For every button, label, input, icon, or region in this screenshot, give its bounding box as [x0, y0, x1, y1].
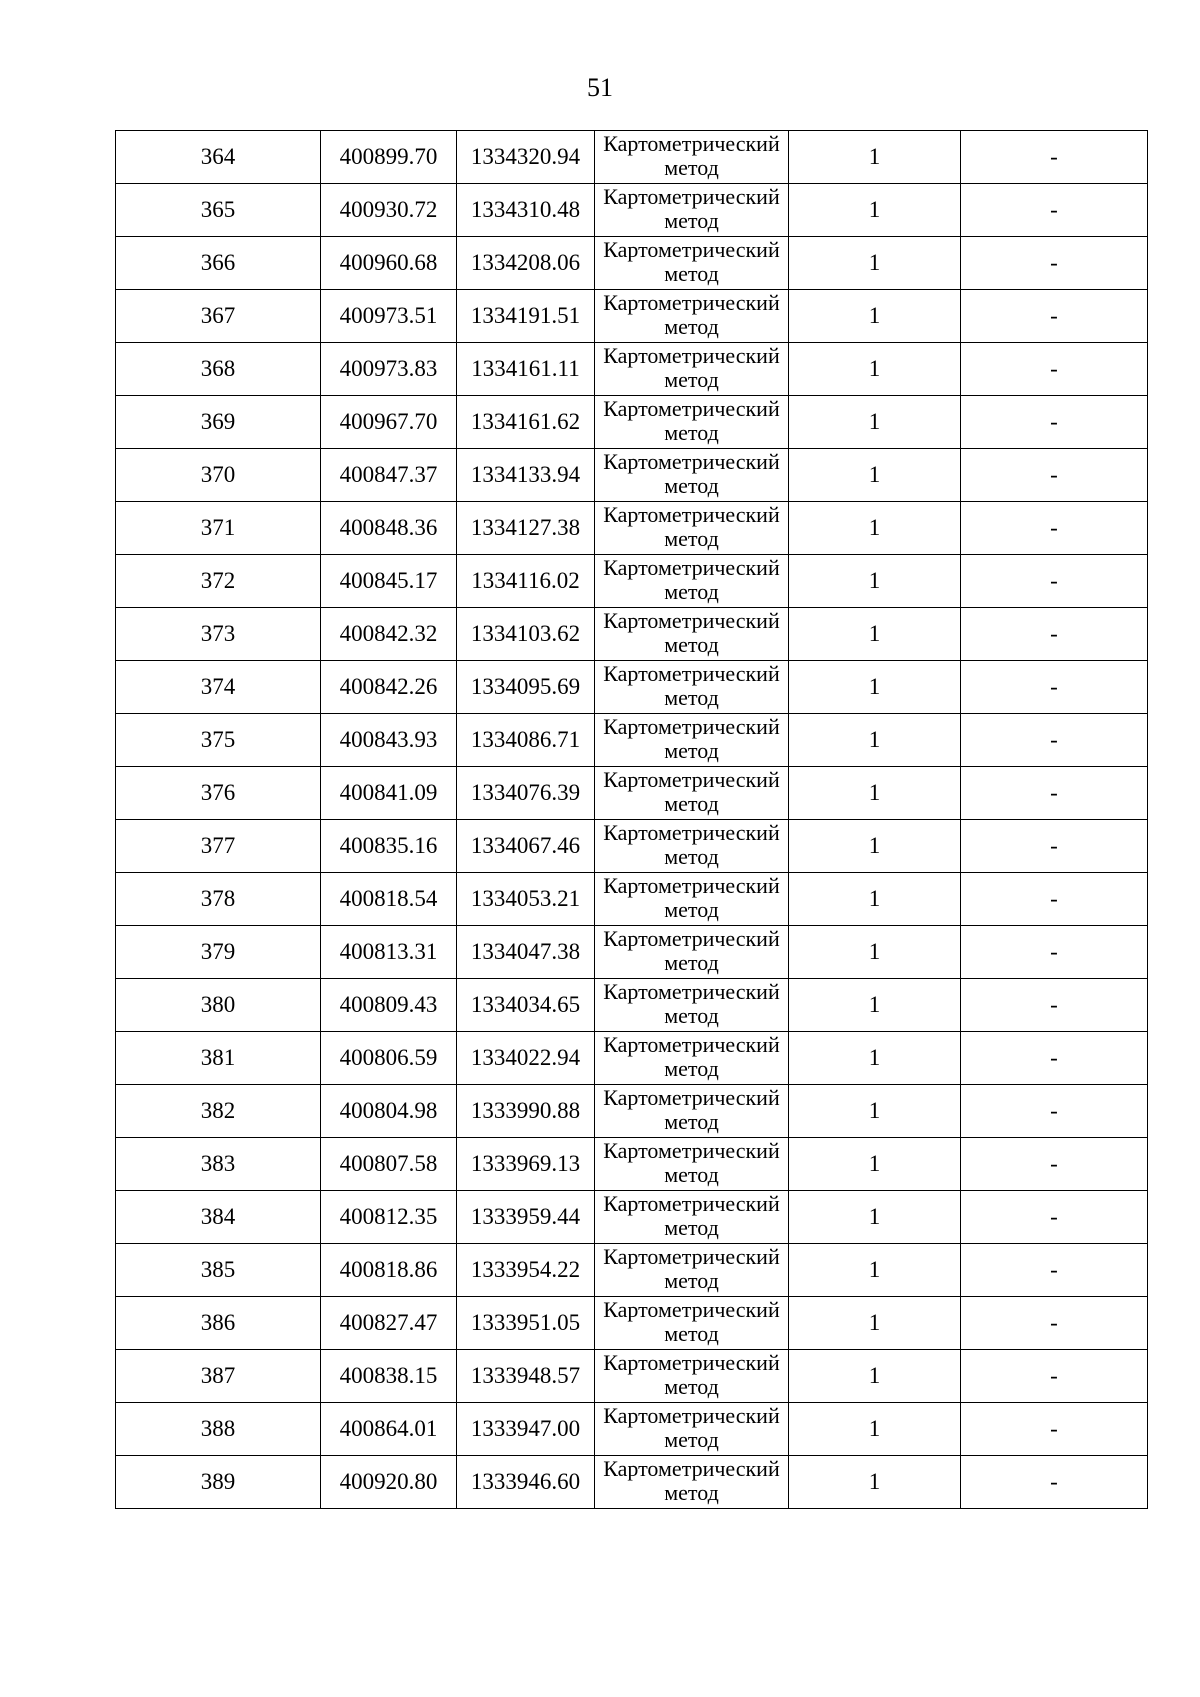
- table-row: [116, 767, 1148, 820]
- note-cell: -: [961, 1244, 1148, 1297]
- method-cell: [595, 979, 789, 1032]
- x-coordinate-cell: 400843.93: [321, 714, 457, 767]
- point-number-cell: 377: [116, 820, 321, 873]
- table-row: [116, 1456, 1148, 1509]
- point-number-cell: 382: [116, 1085, 321, 1138]
- y-coordinate-cell: 1334191.51: [457, 290, 595, 343]
- x-coordinate-cell: 400864.01: [321, 1403, 457, 1456]
- note-cell: -: [961, 767, 1148, 820]
- method-line-1: Картометрический: [603, 1297, 780, 1322]
- method-cell: [595, 1032, 789, 1085]
- method-cell: [595, 714, 789, 767]
- x-coordinate-cell: 400838.15: [321, 1350, 457, 1403]
- accuracy-cell: 1: [789, 1138, 961, 1191]
- point-number-cell: 383: [116, 1138, 321, 1191]
- y-coordinate-cell: 1334095.69: [457, 661, 595, 714]
- method-line-1: Картометрический: [603, 767, 780, 792]
- accuracy-cell: 1: [789, 131, 961, 184]
- method-line-2: метод: [664, 261, 719, 286]
- point-number-cell: 385: [116, 1244, 321, 1297]
- table-row: [116, 1085, 1148, 1138]
- accuracy-cell: 1: [789, 237, 961, 290]
- table-row: [116, 1032, 1148, 1085]
- point-number-cell: 373: [116, 608, 321, 661]
- x-coordinate-cell: 400845.17: [321, 555, 457, 608]
- accuracy-cell: 1: [789, 555, 961, 608]
- accuracy-cell: 1: [789, 1085, 961, 1138]
- y-coordinate-cell: 1334127.38: [457, 502, 595, 555]
- point-number-cell: 372: [116, 555, 321, 608]
- y-coordinate-cell: 1334208.06: [457, 237, 595, 290]
- method-line-2: метод: [664, 1374, 719, 1399]
- accuracy-cell: 1: [789, 873, 961, 926]
- method-cell: [595, 1244, 789, 1297]
- point-number-cell: 369: [116, 396, 321, 449]
- y-coordinate-cell: 1334034.65: [457, 979, 595, 1032]
- method-cell: [595, 1456, 789, 1509]
- method-line-2: метод: [664, 1480, 719, 1505]
- method-line-1: Картометрический: [603, 1403, 780, 1428]
- y-coordinate-cell: 1334086.71: [457, 714, 595, 767]
- point-number-cell: 366: [116, 237, 321, 290]
- x-coordinate-cell: 400842.32: [321, 608, 457, 661]
- point-number-cell: 380: [116, 979, 321, 1032]
- accuracy-cell: 1: [789, 1032, 961, 1085]
- note-cell: -: [961, 502, 1148, 555]
- table-row: [116, 1403, 1148, 1456]
- method-line-2: метод: [664, 1268, 719, 1293]
- method-line-2: метод: [664, 738, 719, 763]
- table-row: [116, 926, 1148, 979]
- accuracy-cell: 1: [789, 343, 961, 396]
- method-cell: [595, 1138, 789, 1191]
- method-line-1: Картометрический: [603, 1244, 780, 1269]
- point-number-cell: 384: [116, 1191, 321, 1244]
- y-coordinate-cell: 1333951.05: [457, 1297, 595, 1350]
- method-line-2: метод: [664, 1056, 719, 1081]
- method-cell: [595, 555, 789, 608]
- y-coordinate-cell: 1334076.39: [457, 767, 595, 820]
- x-coordinate-cell: 400807.58: [321, 1138, 457, 1191]
- point-number-cell: 386: [116, 1297, 321, 1350]
- y-coordinate-cell: 1334320.94: [457, 131, 595, 184]
- note-cell: -: [961, 1085, 1148, 1138]
- method-line-1: Картометрический: [603, 1456, 780, 1481]
- note-cell: -: [961, 873, 1148, 926]
- accuracy-cell: 1: [789, 290, 961, 343]
- note-cell: -: [961, 979, 1148, 1032]
- point-number-cell: 365: [116, 184, 321, 237]
- method-cell: [595, 873, 789, 926]
- note-cell: -: [961, 1456, 1148, 1509]
- note-cell: -: [961, 1032, 1148, 1085]
- point-number-cell: 374: [116, 661, 321, 714]
- x-coordinate-cell: 400804.98: [321, 1085, 457, 1138]
- method-line-1: Картометрический: [603, 661, 780, 686]
- method-line-2: метод: [664, 950, 719, 975]
- method-line-2: метод: [664, 473, 719, 498]
- point-number-cell: 371: [116, 502, 321, 555]
- method-line-1: Картометрический: [603, 873, 780, 898]
- method-line-2: метод: [664, 1162, 719, 1187]
- method-line-1: Картометрический: [603, 343, 780, 368]
- method-cell: [595, 767, 789, 820]
- method-cell: [595, 1403, 789, 1456]
- method-line-1: Картометрический: [603, 290, 780, 315]
- table-row: [116, 1244, 1148, 1297]
- table-row: [116, 661, 1148, 714]
- x-coordinate-cell: 400973.83: [321, 343, 457, 396]
- y-coordinate-cell: 1334116.02: [457, 555, 595, 608]
- method-line-1: Картометрический: [603, 1085, 780, 1110]
- x-coordinate-cell: 400841.09: [321, 767, 457, 820]
- method-line-1: Картометрический: [603, 1191, 780, 1216]
- accuracy-cell: 1: [789, 1403, 961, 1456]
- x-coordinate-cell: 400967.70: [321, 396, 457, 449]
- accuracy-cell: 1: [789, 1456, 961, 1509]
- x-coordinate-cell: 400827.47: [321, 1297, 457, 1350]
- method-line-2: метод: [664, 844, 719, 869]
- x-coordinate-cell: 400920.80: [321, 1456, 457, 1509]
- point-number-cell: 387: [116, 1350, 321, 1403]
- accuracy-cell: 1: [789, 767, 961, 820]
- note-cell: -: [961, 237, 1148, 290]
- y-coordinate-cell: 1334161.11: [457, 343, 595, 396]
- point-number-cell: 368: [116, 343, 321, 396]
- table-row: [116, 449, 1148, 502]
- method-line-2: метод: [664, 632, 719, 657]
- note-cell: -: [961, 820, 1148, 873]
- y-coordinate-cell: 1333969.13: [457, 1138, 595, 1191]
- method-line-1: Картометрический: [603, 502, 780, 527]
- method-cell: [595, 343, 789, 396]
- table-row: [116, 1297, 1148, 1350]
- table-body: [116, 131, 1148, 1509]
- table-row: [116, 290, 1148, 343]
- accuracy-cell: 1: [789, 1350, 961, 1403]
- accuracy-cell: 1: [789, 1297, 961, 1350]
- y-coordinate-cell: 1334053.21: [457, 873, 595, 926]
- x-coordinate-cell: 400930.72: [321, 184, 457, 237]
- method-line-1: Картометрический: [603, 820, 780, 845]
- point-number-cell: 375: [116, 714, 321, 767]
- table-row: [116, 184, 1148, 237]
- y-coordinate-cell: 1334310.48: [457, 184, 595, 237]
- y-coordinate-cell: 1334047.38: [457, 926, 595, 979]
- method-cell: [595, 926, 789, 979]
- method-line-1: Картометрический: [603, 449, 780, 474]
- method-line-1: Картометрический: [603, 555, 780, 580]
- note-cell: -: [961, 1297, 1148, 1350]
- table-row: [116, 714, 1148, 767]
- note-cell: -: [961, 131, 1148, 184]
- table-row: [116, 502, 1148, 555]
- y-coordinate-cell: 1333990.88: [457, 1085, 595, 1138]
- y-coordinate-cell: 1334133.94: [457, 449, 595, 502]
- point-number-cell: 381: [116, 1032, 321, 1085]
- method-line-2: метод: [664, 897, 719, 922]
- note-cell: -: [961, 555, 1148, 608]
- y-coordinate-cell: 1334103.62: [457, 608, 595, 661]
- method-line-2: метод: [664, 208, 719, 233]
- method-line-1: Картометрический: [603, 714, 780, 739]
- y-coordinate-cell: 1334067.46: [457, 820, 595, 873]
- table-row: [116, 820, 1148, 873]
- method-line-1: Картометрический: [603, 1032, 780, 1057]
- method-cell: [595, 131, 789, 184]
- table-row: [116, 1191, 1148, 1244]
- method-cell: [595, 237, 789, 290]
- note-cell: -: [961, 661, 1148, 714]
- method-line-2: метод: [664, 579, 719, 604]
- method-cell: [595, 502, 789, 555]
- method-line-2: метод: [664, 685, 719, 710]
- method-cell: [595, 449, 789, 502]
- coordinates-table: [115, 130, 1148, 1509]
- x-coordinate-cell: 400848.36: [321, 502, 457, 555]
- note-cell: -: [961, 1138, 1148, 1191]
- method-line-1: Картометрический: [603, 184, 780, 209]
- note-cell: -: [961, 290, 1148, 343]
- method-cell: [595, 608, 789, 661]
- method-line-1: Картометрический: [603, 926, 780, 951]
- method-cell: [595, 290, 789, 343]
- note-cell: -: [961, 1191, 1148, 1244]
- table-row: [116, 396, 1148, 449]
- method-line-1: Картометрический: [603, 979, 780, 1004]
- x-coordinate-cell: 400813.31: [321, 926, 457, 979]
- method-line-1: Картометрический: [603, 1138, 780, 1163]
- method-cell: [595, 396, 789, 449]
- method-cell: [595, 661, 789, 714]
- note-cell: -: [961, 926, 1148, 979]
- method-line-1: Картометрический: [603, 608, 780, 633]
- method-cell: [595, 184, 789, 237]
- x-coordinate-cell: 400899.70: [321, 131, 457, 184]
- point-number-cell: 370: [116, 449, 321, 502]
- accuracy-cell: 1: [789, 1244, 961, 1297]
- note-cell: -: [961, 1403, 1148, 1456]
- y-coordinate-cell: 1333959.44: [457, 1191, 595, 1244]
- y-coordinate-cell: 1333946.60: [457, 1456, 595, 1509]
- y-coordinate-cell: 1333954.22: [457, 1244, 595, 1297]
- accuracy-cell: 1: [789, 502, 961, 555]
- y-coordinate-cell: 1334161.62: [457, 396, 595, 449]
- note-cell: -: [961, 449, 1148, 502]
- method-line-2: метод: [664, 155, 719, 180]
- method-line-2: метод: [664, 367, 719, 392]
- accuracy-cell: 1: [789, 396, 961, 449]
- point-number-cell: 376: [116, 767, 321, 820]
- point-number-cell: 388: [116, 1403, 321, 1456]
- table-row: [116, 1138, 1148, 1191]
- y-coordinate-cell: 1334022.94: [457, 1032, 595, 1085]
- point-number-cell: 364: [116, 131, 321, 184]
- x-coordinate-cell: 400835.16: [321, 820, 457, 873]
- method-cell: [595, 1085, 789, 1138]
- accuracy-cell: 1: [789, 926, 961, 979]
- point-number-cell: 367: [116, 290, 321, 343]
- method-cell: [595, 820, 789, 873]
- note-cell: -: [961, 608, 1148, 661]
- table-row: [116, 131, 1148, 184]
- accuracy-cell: 1: [789, 714, 961, 767]
- point-number-cell: 378: [116, 873, 321, 926]
- x-coordinate-cell: 400818.86: [321, 1244, 457, 1297]
- x-coordinate-cell: 400806.59: [321, 1032, 457, 1085]
- accuracy-cell: 1: [789, 661, 961, 714]
- method-cell: [595, 1297, 789, 1350]
- method-line-2: метод: [664, 1215, 719, 1240]
- method-line-2: метод: [664, 314, 719, 339]
- method-line-2: метод: [664, 420, 719, 445]
- table-row: [116, 1350, 1148, 1403]
- table-row: [116, 608, 1148, 661]
- point-number-cell: 379: [116, 926, 321, 979]
- table-row: [116, 343, 1148, 396]
- x-coordinate-cell: 400973.51: [321, 290, 457, 343]
- note-cell: -: [961, 343, 1148, 396]
- accuracy-cell: 1: [789, 184, 961, 237]
- method-line-2: метод: [664, 526, 719, 551]
- point-number-cell: 389: [116, 1456, 321, 1509]
- method-line-1: Картометрический: [603, 396, 780, 421]
- accuracy-cell: 1: [789, 820, 961, 873]
- method-line-1: Картометрический: [603, 1350, 780, 1375]
- method-line-2: метод: [664, 791, 719, 816]
- note-cell: -: [961, 1350, 1148, 1403]
- table-row: [116, 873, 1148, 926]
- method-cell: [595, 1191, 789, 1244]
- method-line-1: Картометрический: [603, 131, 780, 156]
- method-line-2: метод: [664, 1321, 719, 1346]
- table-row: [116, 979, 1148, 1032]
- y-coordinate-cell: 1333947.00: [457, 1403, 595, 1456]
- note-cell: -: [961, 396, 1148, 449]
- table-row: [116, 237, 1148, 290]
- x-coordinate-cell: 400809.43: [321, 979, 457, 1032]
- accuracy-cell: 1: [789, 979, 961, 1032]
- note-cell: -: [961, 714, 1148, 767]
- x-coordinate-cell: 400818.54: [321, 873, 457, 926]
- x-coordinate-cell: 400960.68: [321, 237, 457, 290]
- x-coordinate-cell: 400847.37: [321, 449, 457, 502]
- accuracy-cell: 1: [789, 1191, 961, 1244]
- x-coordinate-cell: 400842.26: [321, 661, 457, 714]
- accuracy-cell: 1: [789, 449, 961, 502]
- accuracy-cell: 1: [789, 608, 961, 661]
- page-number: 51: [587, 73, 613, 102]
- x-coordinate-cell: 400812.35: [321, 1191, 457, 1244]
- note-cell: -: [961, 184, 1148, 237]
- method-line-1: Картометрический: [603, 237, 780, 262]
- method-cell: [595, 1350, 789, 1403]
- method-line-2: метод: [664, 1109, 719, 1134]
- method-line-2: метод: [664, 1427, 719, 1452]
- table-row: [116, 555, 1148, 608]
- method-line-2: метод: [664, 1003, 719, 1028]
- y-coordinate-cell: 1333948.57: [457, 1350, 595, 1403]
